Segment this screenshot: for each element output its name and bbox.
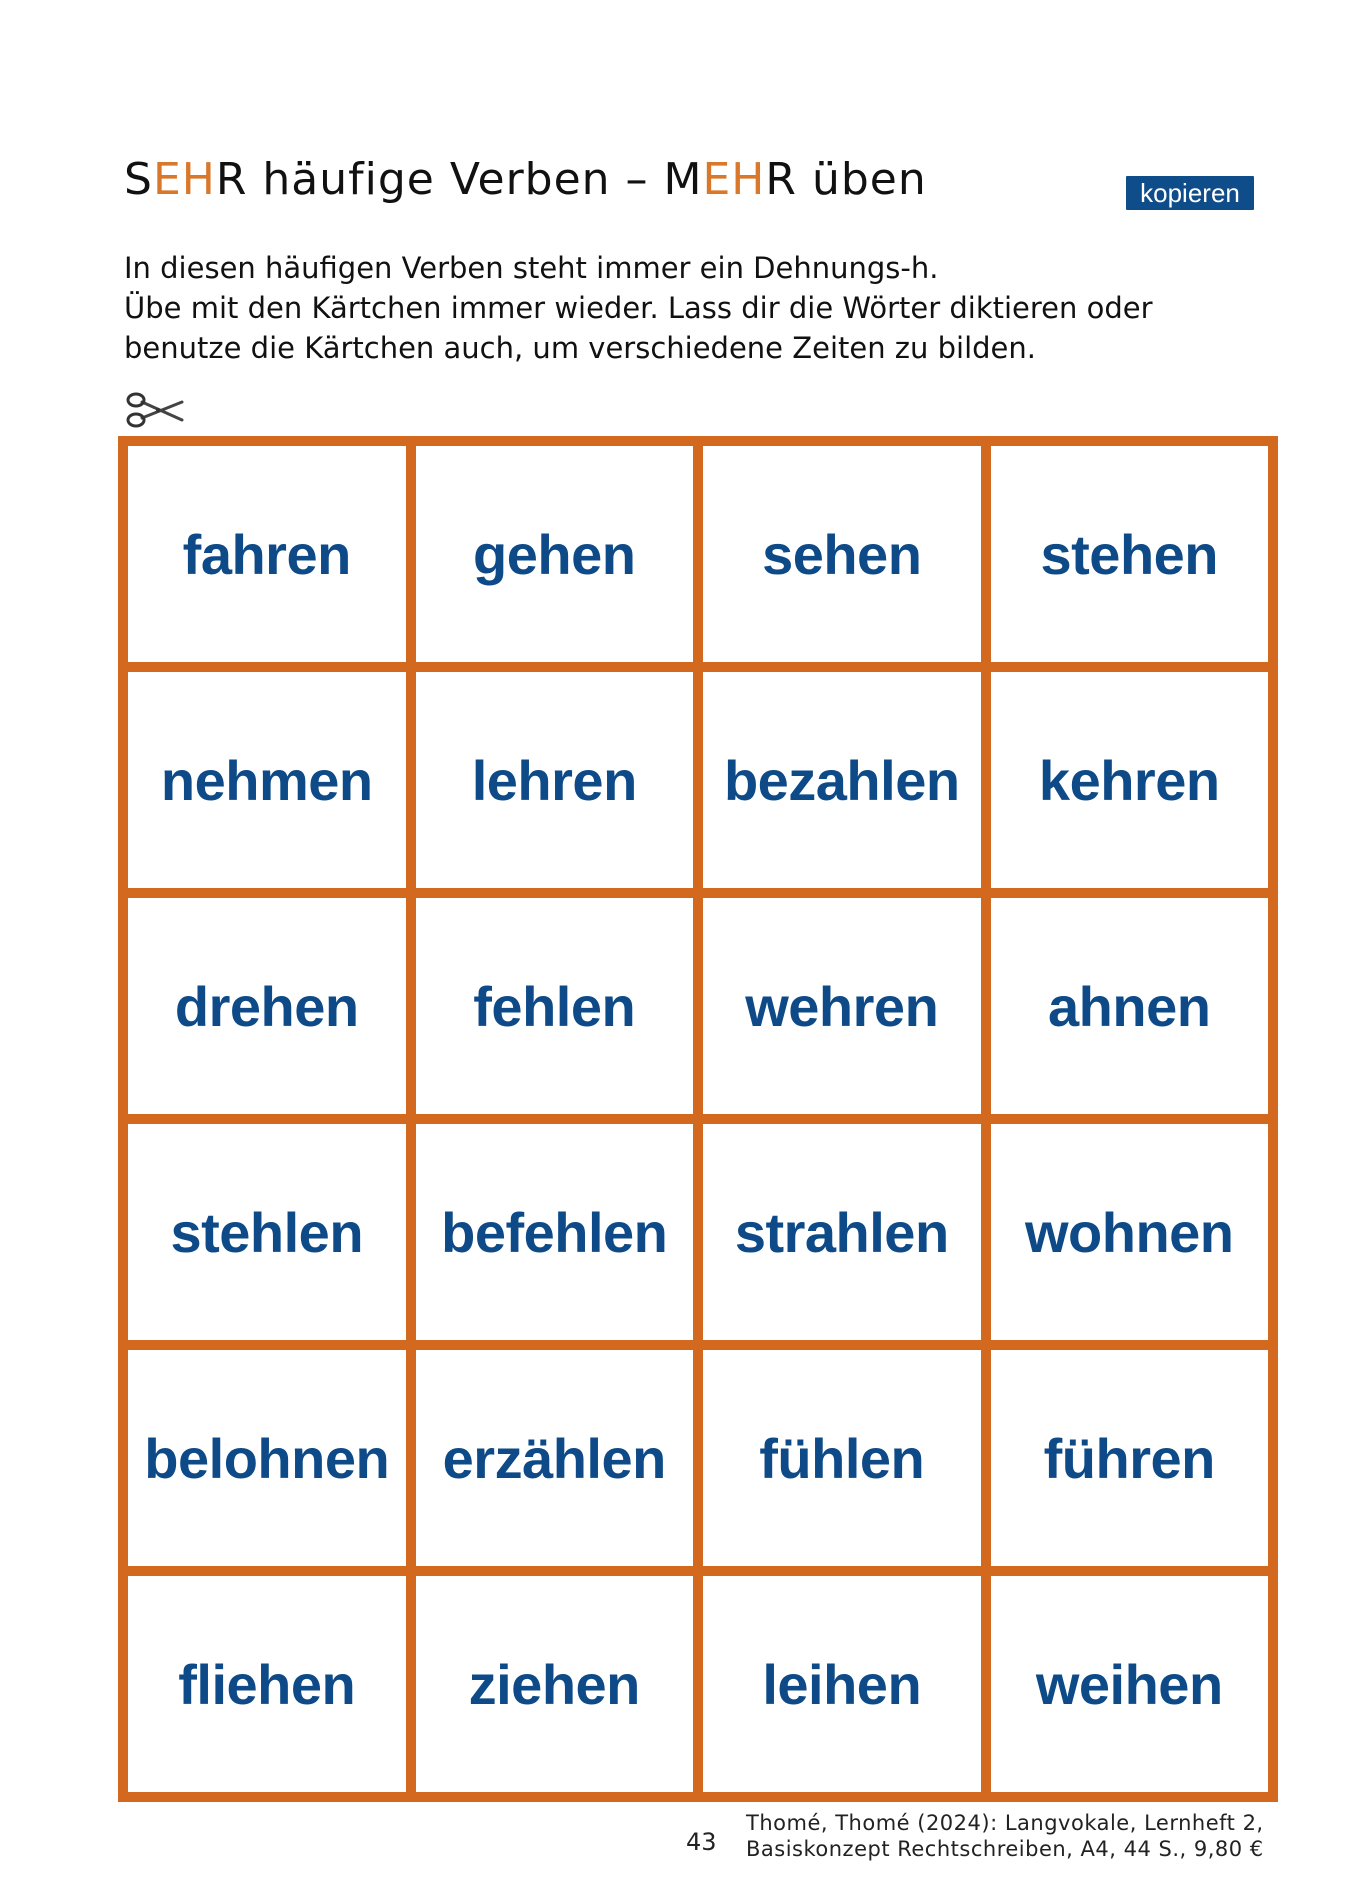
title-part: S [124, 154, 153, 205]
verb-card: fühlen [703, 1350, 981, 1566]
verb-card: stehen [991, 446, 1269, 662]
verb-card: wehren [703, 898, 981, 1114]
citation [746, 1810, 1264, 1862]
page-title [124, 154, 927, 205]
title-part-highlight: EH [702, 154, 766, 205]
instruction-line: benutze die Kärtchen auch, um verschiedene Zeiten zu bilden. [124, 331, 1036, 365]
citation-line: Basiskonzept Rechtschreiben, A4, 44 S., 9,80 € [746, 1837, 1264, 1861]
instruction-line: In diesen häufigen Verben steht immer ein Dehnungs-h. [124, 251, 939, 285]
verb-card: drehen [128, 898, 406, 1114]
instructions [124, 248, 1274, 368]
verb-card: wohnen [991, 1124, 1269, 1340]
verb-card: weihen [991, 1576, 1269, 1792]
verb-card: befehlen [416, 1124, 694, 1340]
instruction-line: Übe mit den Kärtchen immer wieder. Lass dir die Wörter diktieren oder [124, 291, 1153, 325]
verb-card: leihen [703, 1576, 981, 1792]
verb-card: erzählen [416, 1350, 694, 1566]
citation-line: Thomé, Thomé (2024): Langvokale, Lernheft 2, [746, 1811, 1264, 1835]
verb-card: sehen [703, 446, 981, 662]
title-part: R häufige Verben – M [215, 154, 703, 205]
verb-card: belohnen [128, 1350, 406, 1566]
verb-card: kehren [991, 672, 1269, 888]
verb-card: ahnen [991, 898, 1269, 1114]
verb-card: ziehen [416, 1576, 694, 1792]
page-number: 43 [686, 1828, 717, 1856]
verb-card: fehlen [416, 898, 694, 1114]
verb-card: fahren [128, 446, 406, 662]
verb-card: strahlen [703, 1124, 981, 1340]
kopieren-badge: kopieren [1126, 176, 1254, 210]
title-part: R üben [765, 154, 927, 205]
verb-card: gehen [416, 446, 694, 662]
scissors-icon [126, 390, 184, 430]
verb-card-grid [118, 436, 1278, 1802]
verb-card: bezahlen [703, 672, 981, 888]
verb-card: fliehen [128, 1576, 406, 1792]
verb-card: stehlen [128, 1124, 406, 1340]
verb-card: lehren [416, 672, 694, 888]
title-part-highlight: EH [152, 154, 216, 205]
verb-card: führen [991, 1350, 1269, 1566]
verb-card: nehmen [128, 672, 406, 888]
